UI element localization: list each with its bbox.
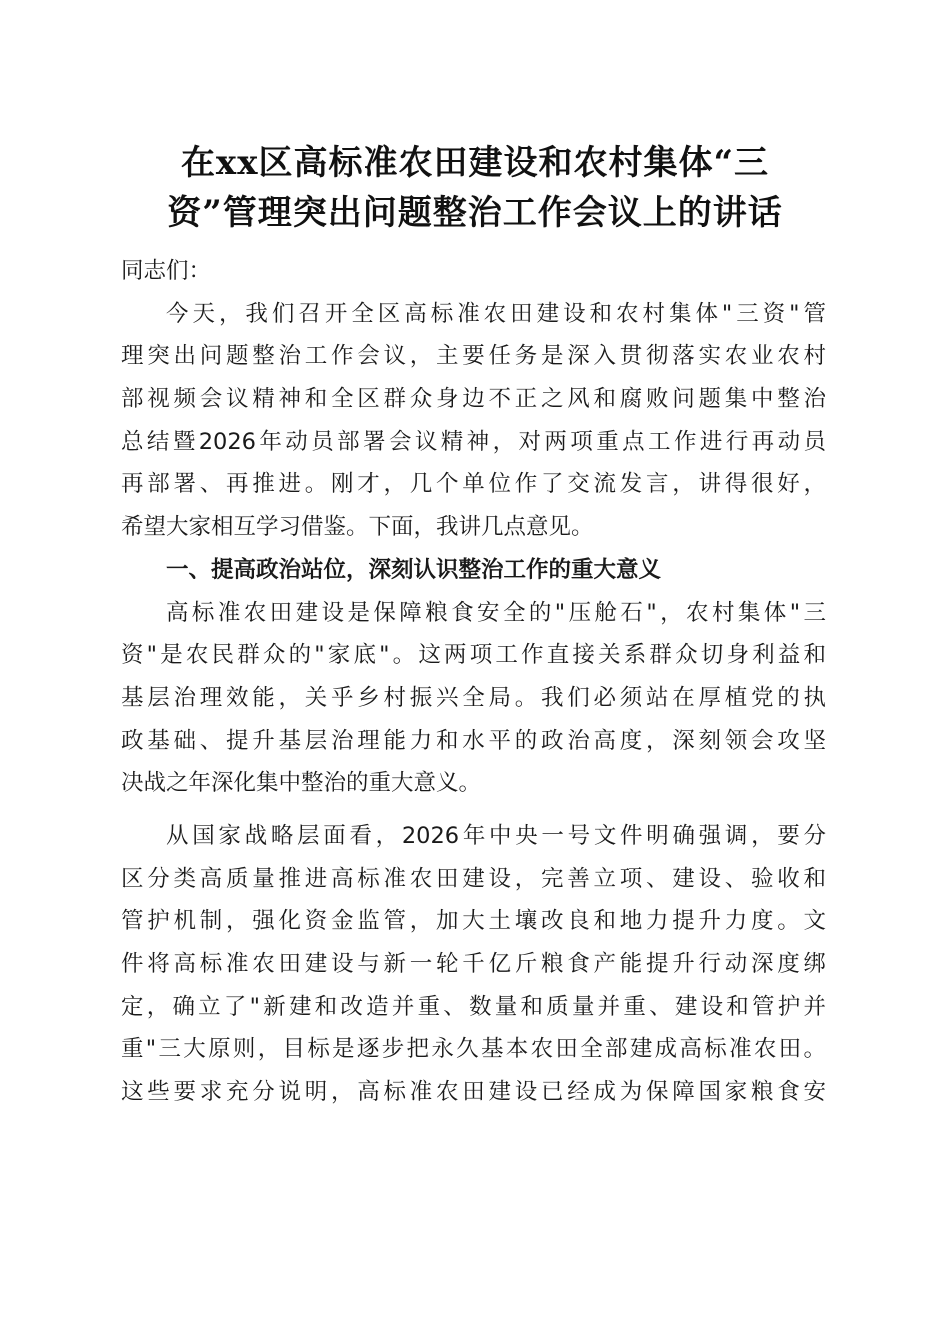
text-line: 理突出问题整治工作会议，主要任务是深入贯彻落实农业农村	[121, 343, 826, 370]
paragraph-1	[121, 293, 826, 549]
paragraph-gap	[121, 805, 826, 815]
paragraph-2	[121, 592, 826, 805]
text-line: 希望大家相互学习借鉴。下面，我讲几点意见。	[121, 514, 594, 541]
title-line-1: 在xx区高标准农田建设和农村集体“三	[180, 143, 770, 183]
text-line: 资"是农民群众的"家底"。这两项工作直接关系群众切身利益和	[121, 642, 826, 669]
document-body	[121, 250, 826, 1114]
text-line: 总结暨2026年动员部署会议精神，对两项重点工作进行再动员	[121, 428, 826, 455]
text-line: 今天，我们召开全区高标准农田建设和农村集体"三资"管	[166, 300, 826, 327]
text-line: 管护机制，强化资金监管，加大土壤改良和地力提升力度。文	[121, 908, 826, 935]
text-line: 件将高标准农田建设与新一轮千亿斤粮食产能提升行动深度绑	[121, 951, 826, 977]
text-line: 再部署、再推进。刚才，几个单位作了交流发言，讲得很好，	[121, 471, 826, 498]
text-line: 部视频会议精神和全区群众身边不正之风和腐败问题集中整治	[121, 386, 826, 413]
text-line: 高标准农田建设是保障粮食安全的"压舱石"，农村集体"三	[166, 599, 826, 626]
text-line: 这些要求充分说明，高标准农田建设已经成为保障国家粮食安	[121, 1079, 826, 1106]
document-title	[100, 138, 850, 238]
salutation: 同志们：	[121, 258, 212, 284]
text-line: 重"三大原则，目标是逐步把永久基本农田全部建成高标准农田。	[121, 1036, 826, 1063]
section-heading-1: 一、提高政治站位，深刻认识整治工作的重大意义	[166, 556, 662, 583]
title-line-2: 资”管理突出问题整治工作会议上的讲话	[167, 193, 783, 233]
text-line: 决战之年深化集中整治的重大意义。	[121, 770, 482, 797]
text-line: 政基础、提升基层治理能力和水平的政治高度，深刻领会攻坚	[121, 727, 826, 754]
text-line: 区分类高质量推进高标准农田建设，完善立项、建设、验收和	[121, 865, 826, 892]
paragraph-3	[121, 815, 826, 1114]
text-line: 定，确立了"新建和改造并重、数量和质量并重、建设和管护并	[121, 993, 826, 1020]
text-line: 基层治理效能，关乎乡村振兴全局。我们必须站在厚植党的执	[121, 684, 826, 711]
text-line: 从国家战略层面看，2026年中央一号文件明确强调，要分	[166, 822, 826, 849]
